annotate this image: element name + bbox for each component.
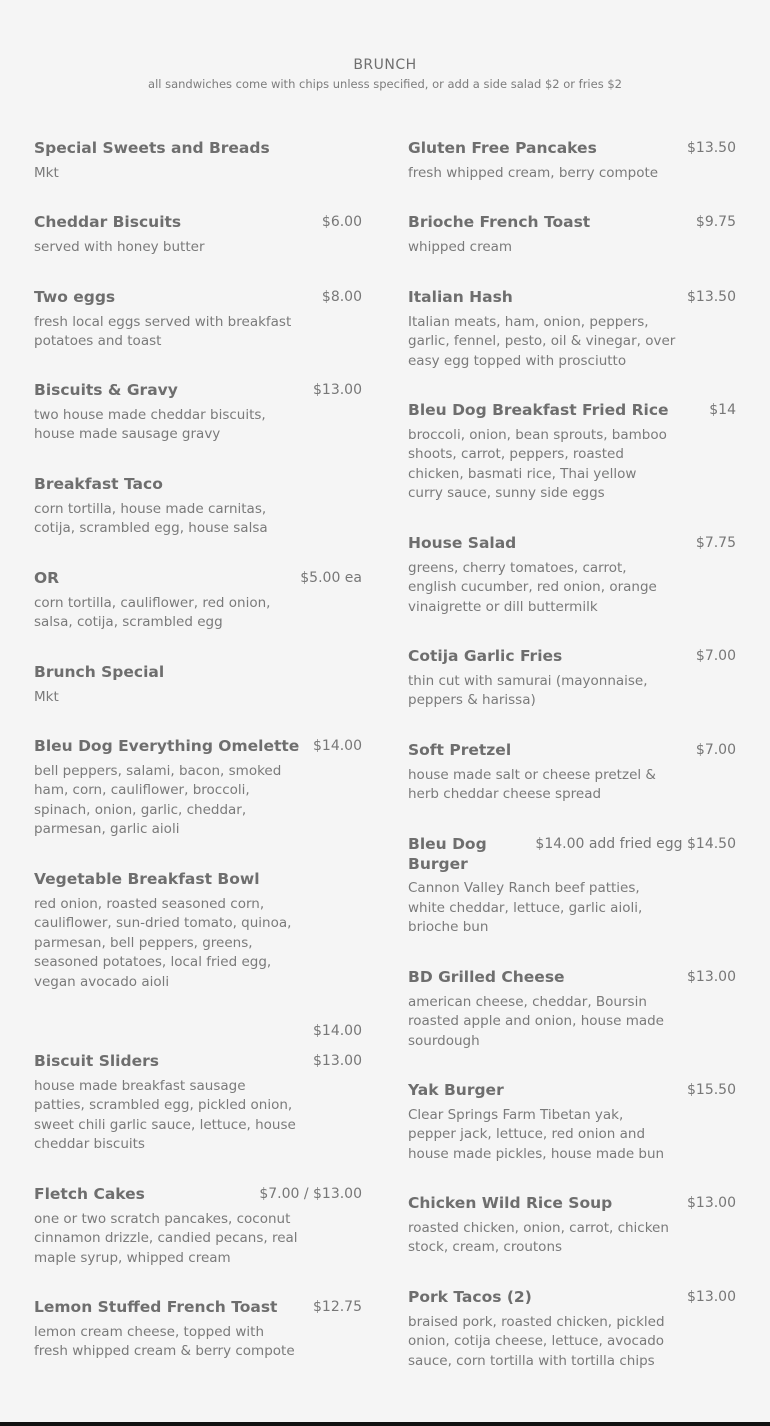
menu-item-house-salad	[408, 534, 736, 617]
item-name: House Salad	[408, 534, 517, 552]
item-name: Yak Burger	[408, 1081, 504, 1099]
item-description: greens, cherry tomatoes, carrot, english cucumber, red onion, orange vinaigrette or dill buttermilk	[408, 559, 657, 615]
item-price: $14.00 add fried egg $14.50	[535, 836, 736, 852]
item-description: Mkt	[34, 164, 59, 181]
item-description: served with honey butter	[34, 238, 205, 255]
item-description: corn tortilla, cauliflower, red onion, salsa, cotija, scrambled egg	[34, 594, 271, 630]
menu-item-italian-hash	[408, 288, 736, 371]
item-price: $12.75	[313, 1299, 362, 1315]
item-description: house made salt or cheese pretzel & herb cheddar cheese spread	[408, 766, 656, 802]
menu-item-bowl-price	[34, 1022, 362, 1042]
menu-item-vegetable-bowl	[34, 870, 362, 992]
menu-item-taco-or	[34, 569, 362, 633]
item-description: Italian meats, ham, onion, peppers, garlic, fennel, pesto, oil & vinegar, over easy egg topped with prosciutto	[408, 313, 676, 369]
menu-item-biscuit-sliders	[34, 1052, 362, 1155]
menu-title: BRUNCH	[353, 57, 417, 73]
item-name: Two eggs	[34, 288, 116, 306]
item-price: $6.00	[321, 214, 362, 230]
item-name: Pork Tacos (2)	[408, 1288, 532, 1306]
item-price: $7.00	[695, 648, 736, 664]
menu-item-breakfast-taco	[34, 475, 362, 539]
item-description: Cannon Valley Ranch beef patties, white cheddar, lettuce, garlic aioli, brioche bun	[408, 880, 643, 935]
menu-subtitle: all sandwiches come with chips unless specified, or add a side salad $2 or fries $2	[148, 77, 622, 91]
item-price: $7.00	[695, 742, 736, 758]
menu-item-fried-rice	[408, 401, 736, 504]
item-description: whipped cream	[408, 238, 513, 255]
item-name: Fletch Cakes	[34, 1185, 145, 1203]
item-name: Gluten Free Pancakes	[408, 139, 597, 157]
menu-item-omelette	[34, 737, 362, 840]
item-description: two house made cheddar biscuits, house made sausage gravy	[34, 406, 266, 442]
menu-header	[0, 56, 770, 92]
menu-item-bleu-dog-burger	[408, 835, 736, 938]
item-description: american cheese, cheddar, Boursin roasted apple and onion, house made sourdough	[408, 993, 664, 1049]
menu-item-biscuits-gravy	[34, 381, 362, 445]
item-price: $8.00	[321, 289, 362, 305]
item-description: house made breakfast sausage patties, scrambled egg, pickled onion, sweet chili garlic sauce, lettuce, house cheddar biscuits	[34, 1077, 296, 1152]
item-description: one or two scratch pancakes, coconut cinnamon drizzle, candied pecans, real maple syrup, whipped cream	[34, 1210, 298, 1266]
item-name: Bleu Dog Burger	[408, 835, 487, 873]
item-price: $13.00	[687, 1195, 736, 1211]
item-price: $14	[709, 402, 736, 418]
item-price: $15.50	[687, 1082, 736, 1098]
item-price: $7.00 / $13.00	[259, 1186, 362, 1202]
item-description: fresh whipped cream, berry compote	[408, 164, 659, 181]
item-price: $13.50	[687, 289, 736, 305]
item-name: Breakfast Taco	[34, 475, 163, 493]
menu-item-pork-tacos	[408, 1288, 736, 1371]
menu-item-brioche-french-toast	[408, 213, 736, 257]
item-description: bell peppers, salami, bacon, smoked ham, corn, cauliflower, broccoli, spinach, onion, garlic, cheddar, parmesan, garlic aioli	[34, 762, 282, 837]
item-name: Biscuits & Gravy	[34, 381, 178, 399]
item-name: Cheddar Biscuits	[34, 213, 182, 231]
item-description: Clear Springs Farm Tibetan yak, pepper jack, lettuce, red onion and house made pickles, house made bun	[408, 1106, 665, 1162]
item-price: $5.00 ea	[300, 570, 362, 586]
item-name: Brunch Special	[34, 663, 165, 681]
item-description: broccoli, onion, bean sprouts, bamboo shoots, carrot, peppers, roasted chicken, basmati rice, Thai yellow curry sauce, sunny side eggs	[408, 426, 667, 501]
menu-item-soft-pretzel	[408, 741, 736, 805]
item-price: $14.00	[313, 1023, 362, 1039]
item-description: red onion, roasted seasoned corn, cauliflower, sun-dried tomato, quinoa, parmesan, bell peppers, greens, seasoned potatoes, local fried egg, vegan avocado aioli	[34, 895, 292, 990]
item-name: Bleu Dog Everything Omelette	[34, 737, 300, 755]
item-price: $13.00	[687, 1289, 736, 1305]
menu-item-brunch-special	[34, 663, 362, 707]
item-name: Italian Hash	[408, 288, 513, 306]
item-name: Lemon Stuffed French Toast	[34, 1298, 278, 1316]
item-description: braised pork, roasted chicken, pickled onion, cotija cheese, lettuce, avocado sauce, corn tortilla with tortilla chips	[408, 1313, 665, 1369]
item-price: $13.50	[687, 140, 736, 156]
item-price: $13.00	[313, 382, 362, 398]
bottom-border	[0, 1422, 770, 1426]
item-name: Cotija Garlic Fries	[408, 647, 563, 665]
item-description: Mkt	[34, 688, 59, 705]
menu-item-bd-grilled-cheese	[408, 968, 736, 1051]
item-name: Bleu Dog Breakfast Fried Rice	[408, 401, 669, 419]
item-description: thin cut with samurai (mayonnaise, peppers & harissa)	[408, 672, 648, 708]
item-name: Biscuit Sliders	[34, 1052, 159, 1070]
menu-item-yak-burger	[408, 1081, 736, 1164]
item-price: $13.00	[687, 969, 736, 985]
item-price: $13.00	[313, 1053, 362, 1069]
menu-item-fletch-cakes	[34, 1185, 362, 1268]
menu-item-wild-rice-soup	[408, 1194, 736, 1258]
item-name: BD Grilled Cheese	[408, 968, 565, 986]
item-name: Brioche French Toast	[408, 213, 591, 231]
item-name: Chicken Wild Rice Soup	[408, 1194, 613, 1212]
item-description: corn tortilla, house made carnitas, cotija, scrambled egg, house salsa	[34, 500, 268, 536]
menu-item-cotija-fries	[408, 647, 736, 711]
item-name: OR	[34, 569, 60, 587]
menu-item-cheddar-biscuits	[34, 213, 362, 257]
item-name: Soft Pretzel	[408, 741, 512, 759]
menu-item-lemon-french-toast	[34, 1298, 362, 1362]
menu-item-special-sweets	[34, 139, 362, 183]
menu-item-gluten-free-pancakes	[408, 139, 736, 183]
item-name: Special Sweets and Breads	[34, 139, 270, 157]
item-price: $14.00	[313, 738, 362, 754]
item-description: fresh local eggs served with breakfast potatoes and toast	[34, 313, 292, 349]
item-price: $9.75	[695, 214, 736, 230]
menu-item-two-eggs	[34, 288, 362, 352]
item-price: $7.75	[695, 535, 736, 551]
item-description: roasted chicken, onion, carrot, chicken stock, cream, croutons	[408, 1219, 669, 1255]
item-description: lemon cream cheese, topped with fresh whipped cream & berry compote	[34, 1323, 295, 1359]
item-name: Vegetable Breakfast Bowl	[34, 870, 260, 888]
